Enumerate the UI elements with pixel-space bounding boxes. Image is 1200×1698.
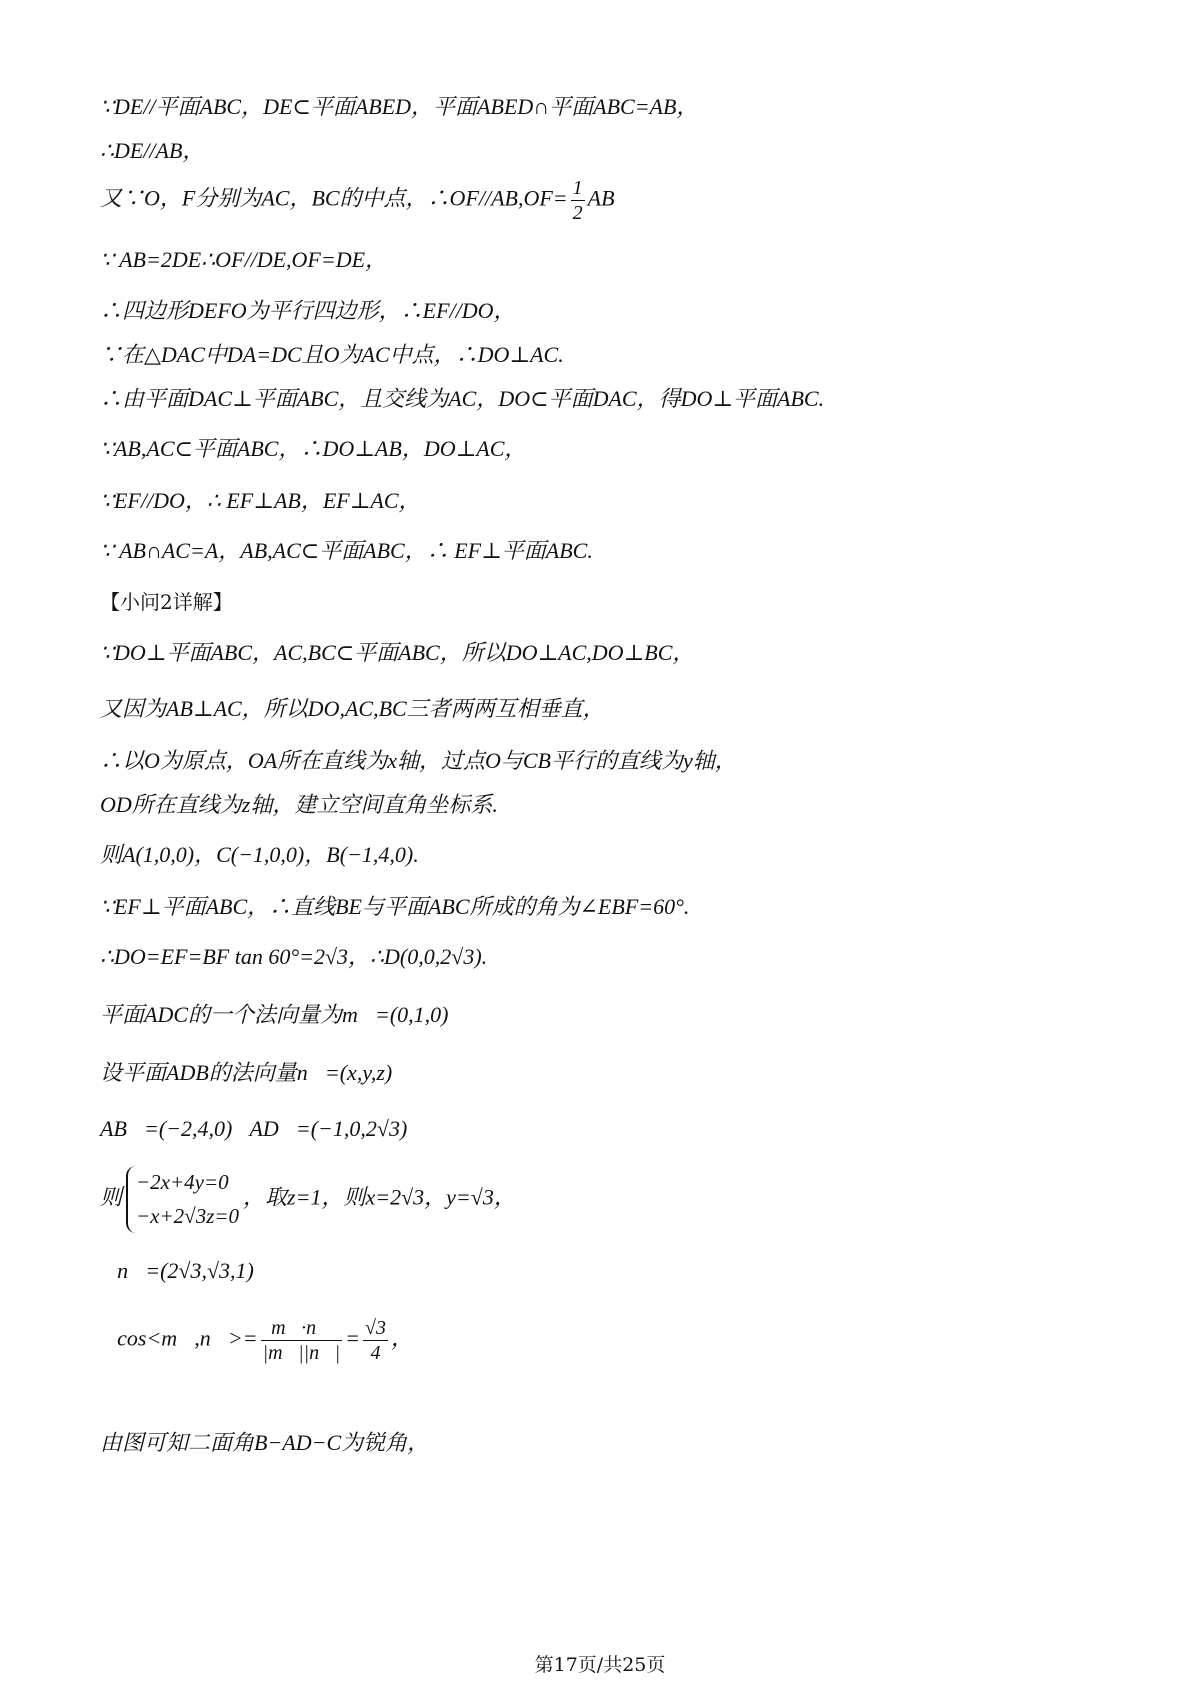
line-16: 则A(1,0,0)，C(−1,0,0)，B(−1,4,0). [100,842,419,867]
line-8: ∵AB,AC⊂平面ABC，∴DO⊥AB，DO⊥AC， [100,436,527,461]
line-21: AB⃗=(−2,4,0)，AD⃗=(−1,0,2√3)， [100,1116,425,1141]
line-23: ∴n⃗=(2√3,√3,1)， [100,1258,271,1283]
fraction-denominator: 4 [370,1342,381,1364]
line-10: ∵ AB∩AC=A，AB,AC⊂平面ABC，∴ EF⊥平面ABC. [100,538,593,563]
fraction-numerator: 1 [572,177,583,199]
section-heading: 【小问2详解】 [100,590,233,614]
equation-2: −x+2√3z=0 [136,1203,240,1228]
line-5: ∴四边形DEFO为平行四边形，∴EF//DO， [100,298,516,323]
fraction-cos [261,1316,343,1365]
line-3 [100,176,615,225]
page-footer: 第17页/共25页 [534,1654,666,1676]
line-22 [100,1166,516,1233]
line-2: ∴DE//AB， [100,138,205,163]
line-22-prefix: 则 [100,1184,123,1210]
line-7: ∴由平面DAC⊥平面ABC，且交线为AC，DO⊂平面DAC，得DO⊥平面ABC. [100,386,825,411]
equation-system [126,1166,239,1233]
line-4: ∵ AB=2DE∴OF//DE,OF=DE， [100,247,388,272]
line-17: ∵EF⊥平面ABC，∴直线BE与平面ABC所成的角为∠EBF=60°. [100,894,690,919]
line-18: ∴DO=EF=BF tan 60°=2√3，∴D(0,0,2√3). [100,944,488,969]
line-6: ∵在△DAC中DA=DC且O为AC中点，∴DO⊥AC. [100,342,564,367]
line-19: 平面ADC的一个法向量为m⃗=(0,1,0)， [100,1002,466,1027]
line-14: ∴以O为原点，OA所在直线为x轴，过点O与CB平行的直线为y轴， [100,748,737,773]
line-25: 由图可知二面角B−AD−C为锐角， [100,1430,430,1455]
line-13: 又因为AB⊥AC，所以DO,AC,BC三者两两互相垂直， [100,696,605,721]
fraction-half [571,176,585,225]
line-24-prefix: ∴cos<m⃗,n⃗>= [100,1325,258,1351]
line-3-tail: AB [587,185,615,211]
fraction-result [363,1316,388,1365]
line-20: 设平面ADB的法向量n⃗=(x,y,z)， [100,1060,410,1085]
line-22-tail: ，取z=1，则x=2√3，y=√3， [243,1184,516,1210]
line-1: ∵DE//平面ABC，DE⊂平面ABED，平面ABED∩平面ABC=AB， [100,94,699,119]
fraction-denominator: |m⃗||n⃗| [262,1342,341,1364]
line-3-text: 又∵O，F分别为AC，BC的中点，∴OF//AB,OF= [100,185,568,211]
line-15: OD所在直线为z轴，建立空间直角坐标系. [100,792,498,817]
fraction-numerator: m⃗·n⃗ [261,1316,343,1341]
line-9: ∵EF//DO，∴ EF⊥AB，EF⊥AC， [100,488,421,513]
equation-1: −2x+4y=0 [136,1170,229,1194]
fraction-numerator: √3 [365,1317,386,1339]
line-24-tail: ， [391,1325,414,1351]
fraction-denominator: 2 [572,202,583,224]
line-12: ∵DO⊥平面ABC，AC,BC⊂平面ABC，所以DO⊥AC,DO⊥BC， [100,640,695,665]
line-24 [100,1316,413,1365]
equals: = [345,1325,361,1351]
